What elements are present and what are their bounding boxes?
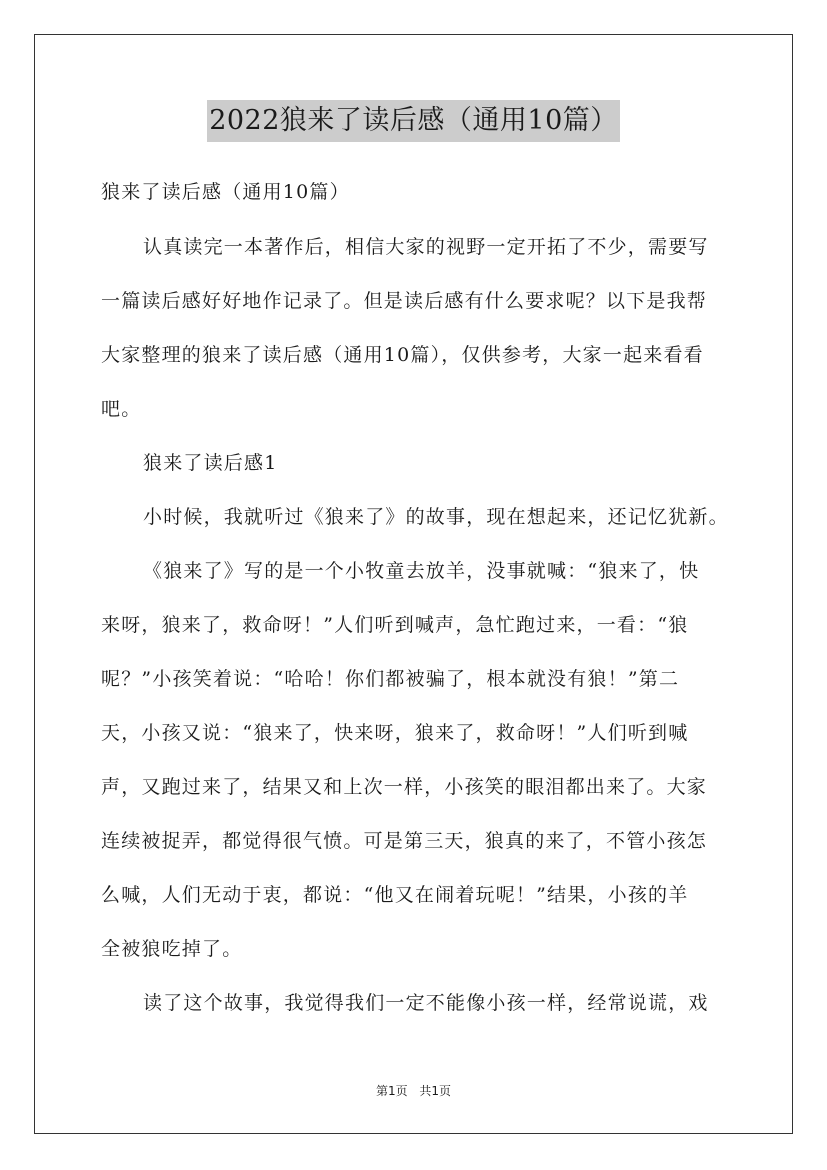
paragraph-line: 连续被捉弄，都觉得很气愤。可是第三天，狼真的来了，不管小孩怎 [101, 830, 708, 852]
title-container [0, 100, 827, 142]
paragraph-line: 一篇读后感好好地作记录了。但是读后感有什么要求呢？以下是我帮 [101, 290, 708, 312]
page-footer [0, 1082, 827, 1099]
paragraph-line: 大家整理的狼来了读后感（通用10篇），仅供参考，大家一起来看看 [101, 344, 704, 366]
section-heading: 狼来了读后感1 [143, 452, 278, 474]
page-number: 第1页 [375, 1084, 408, 1098]
paragraph-line: 读了这个故事，我觉得我们一定不能像小孩一样，经常说谎，戏 [143, 992, 709, 1014]
paragraph-line: 认真读完一本著作后，相信大家的视野一定开拓了不少，需要写 [143, 236, 709, 258]
document-title: 2022狼来了读后感（通用10篇） [207, 100, 620, 142]
paragraph-line: 天，小孩又说：“狼来了，快来呀，狼来了，救命呀！”人们听到喊 [101, 722, 689, 744]
paragraph-line: 声，又跑过来了，结果又和上次一样，小孩笑的眼泪都出来了。大家 [101, 776, 708, 798]
paragraph-line: 《狼来了》写的是一个小牧童去放羊，没事就喊：“狼来了，快 [143, 560, 700, 582]
paragraph-line: 吧。 [101, 398, 142, 420]
paragraph-line: 来呀，狼来了，救命呀！”人们听到喊声，急忙跑过来，一看：“狼 [101, 614, 689, 636]
page-total: 共1页 [419, 1084, 452, 1098]
paragraph-line: 么喊，人们无动于衷，都说：“他又在闹着玩呢！”结果，小孩的羊 [101, 884, 689, 906]
paragraph-line: 小时候，我就听过《狼来了》的故事，现在想起来，还记忆犹新。 [143, 506, 729, 528]
document-subtitle: 狼来了读后感（通用10篇） [101, 181, 350, 203]
paragraph-line: 呢？”小孩笑着说：“哈哈！你们都被骗了，根本就没有狼！”第二 [101, 668, 680, 690]
paragraph-line: 全被狼吃掉了。 [101, 938, 243, 960]
